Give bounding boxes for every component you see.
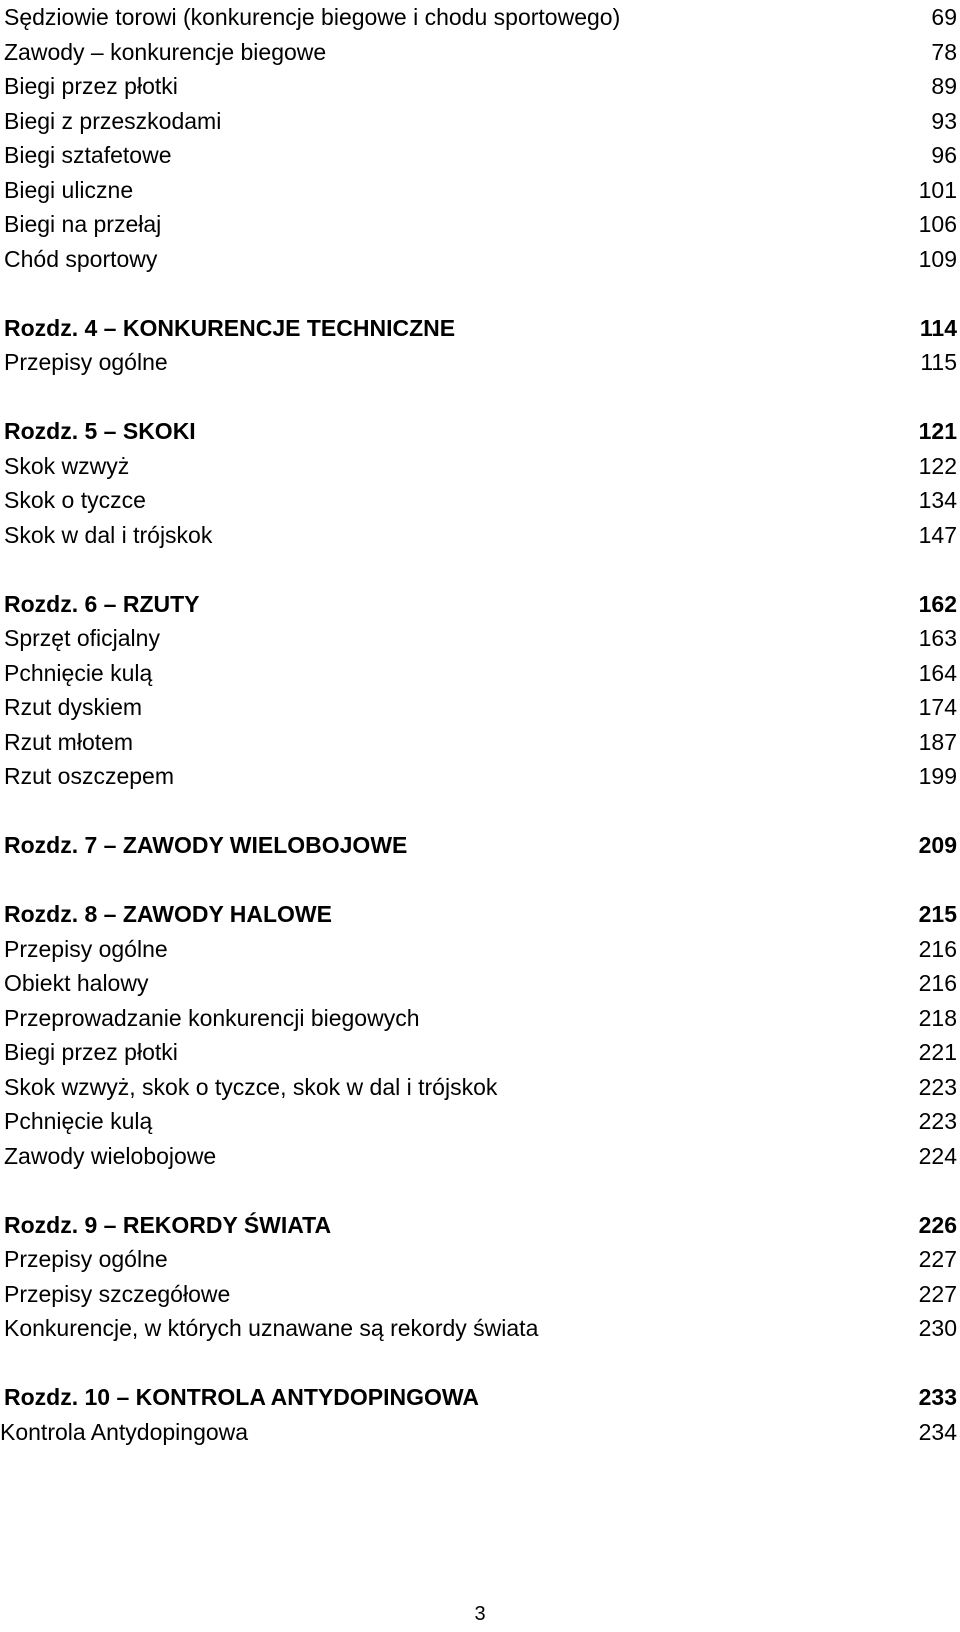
toc-entry-page-number: 174 xyxy=(918,694,957,720)
toc-entry-title: Zawody wielobojowe xyxy=(4,1142,217,1169)
toc-entry xyxy=(4,932,959,967)
toc-entry-title: Rozdz. 5 – SKOKI xyxy=(4,418,196,444)
toc-entry-title: Biegi z przeszkodami xyxy=(4,107,222,134)
toc-entry-title: Rozdz. 4 – KONKURENCJE TECHNICZNE xyxy=(4,314,456,341)
toc-entry-title: Rozdz. 6 – RZUTY xyxy=(4,590,200,617)
toc-entry xyxy=(4,207,959,242)
toc-entry-title: Rzut dyskiem xyxy=(4,694,143,720)
toc-entry xyxy=(4,345,959,380)
toc-chapter-heading xyxy=(4,1208,959,1243)
toc-entry-title: Przeprowadzanie konkurencji biegowych xyxy=(4,1004,420,1031)
toc-entry xyxy=(4,966,959,1001)
toc-entry xyxy=(4,690,959,725)
toc-entry-title: Biegi sztafetowe xyxy=(4,142,172,168)
toc-entry-title: Skok wzwyż, skok o tyczce, skok w dal i trójskok xyxy=(4,1073,498,1100)
toc-entry-page-number: 69 xyxy=(931,4,957,30)
toc-entry xyxy=(0,1415,959,1450)
toc-entry-title: Biegi na przełaj xyxy=(4,211,162,237)
toc-entry-title: Konkurencje, w których uznawane są rekordy świata xyxy=(4,1315,539,1341)
toc-entry-page-number: 101 xyxy=(918,176,957,203)
toc-entry-page-number: 96 xyxy=(931,142,957,168)
toc-entry xyxy=(4,1277,959,1312)
toc-entry-page-number: 163 xyxy=(918,625,957,651)
toc-entry-title: Biegi uliczne xyxy=(4,176,134,203)
toc-entry-title: Skok o tyczce xyxy=(4,487,146,513)
toc-chapter-heading xyxy=(4,1380,959,1415)
toc-entry-page-number: 121 xyxy=(918,418,957,444)
toc-entry-page-number: 234 xyxy=(918,1418,957,1445)
toc-entry-page-number: 226 xyxy=(918,1211,957,1238)
toc-entry xyxy=(4,1104,959,1139)
toc-entry xyxy=(4,35,959,70)
toc-group xyxy=(4,0,959,276)
toc-entry-title: Sprzęt oficjalny xyxy=(4,625,160,651)
toc-entry-page-number: 216 xyxy=(918,970,957,996)
toc-entry-page-number: 223 xyxy=(918,1108,957,1134)
toc-chapter-heading xyxy=(4,897,959,932)
toc-entry-page-number: 93 xyxy=(931,107,957,134)
toc-group xyxy=(4,828,959,863)
toc-entry-page-number: 218 xyxy=(918,1004,957,1031)
toc-entry xyxy=(4,1001,959,1036)
toc-entry-title: Rozdz. 10 – KONTROLA ANTYDOPINGOWA xyxy=(4,1384,479,1410)
toc-group xyxy=(4,587,959,794)
toc-chapter-heading xyxy=(4,414,959,449)
toc-entry xyxy=(4,1139,959,1174)
toc-entry-title: Rozdz. 9 – REKORDY ŚWIATA xyxy=(4,1211,332,1238)
toc-entry-title: Kontrola Antydopingowa xyxy=(0,1418,249,1445)
toc-entry-page-number: 223 xyxy=(918,1073,957,1100)
toc-group xyxy=(0,1380,959,1449)
toc-entry-title: Rzut oszczepem xyxy=(4,763,175,789)
toc-entry xyxy=(4,0,959,35)
toc-group xyxy=(4,311,959,380)
toc-entry xyxy=(4,483,959,518)
toc-entry-title: Biegi przez płotki xyxy=(4,1039,178,1065)
page-number: 3 xyxy=(474,1603,486,1625)
toc-entry-page-number: 187 xyxy=(918,728,957,755)
toc-entry-page-number: 122 xyxy=(918,452,957,479)
toc-entry-page-number: 199 xyxy=(918,763,957,789)
toc-entry-title: Skok w dal i trójskok xyxy=(4,521,213,548)
toc-entry-page-number: 227 xyxy=(918,1246,957,1272)
toc-entry-title: Obiekt halowy xyxy=(4,970,149,996)
toc-entry xyxy=(4,725,959,760)
toc-entry-page-number: 215 xyxy=(918,901,957,927)
toc-entry-page-number: 114 xyxy=(919,314,957,341)
toc-entry-page-number: 109 xyxy=(918,245,957,272)
toc-chapter-heading xyxy=(4,587,959,622)
toc-entry-title: Chód sportowy xyxy=(4,245,158,272)
toc-entry-page-number: 227 xyxy=(918,1280,957,1307)
toc-entry-title: Biegi przez płotki xyxy=(4,73,178,99)
toc-entry-title: Przepisy szczegółowe xyxy=(4,1280,231,1307)
toc-entry xyxy=(4,173,959,208)
toc-entry xyxy=(4,1242,959,1277)
toc-group xyxy=(4,414,959,552)
toc-entry-title: Pchnięcie kulą xyxy=(4,659,153,686)
toc-entry xyxy=(4,138,959,173)
toc-entry-page-number: 115 xyxy=(920,349,957,375)
toc-entry-page-number: 162 xyxy=(918,590,957,617)
toc-entry-page-number: 216 xyxy=(918,935,957,962)
toc-entry xyxy=(4,1070,959,1105)
toc-entry xyxy=(4,518,959,553)
toc-entry-page-number: 78 xyxy=(931,38,957,65)
toc-entry xyxy=(4,449,959,484)
toc-entry-title: Skok wzwyż xyxy=(4,452,130,479)
toc-entry-page-number: 221 xyxy=(918,1039,957,1065)
toc-entry-title: Pchnięcie kulą xyxy=(4,1108,153,1134)
toc-entry xyxy=(4,104,959,139)
toc-entry-page-number: 209 xyxy=(918,832,957,858)
toc-entry xyxy=(4,759,959,794)
toc-chapter-heading xyxy=(4,828,959,863)
toc-entry-title: Przepisy ogólne xyxy=(4,349,168,375)
toc-entry xyxy=(4,1311,959,1346)
toc-entry-title: Rzut młotem xyxy=(4,728,134,755)
toc-entry-title: Przepisy ogólne xyxy=(4,935,168,962)
toc-entry-title: Rozdz. 7 – ZAWODY WIELOBOJOWE xyxy=(4,832,408,858)
toc-chapter-heading xyxy=(4,311,959,346)
toc-group xyxy=(4,897,959,1173)
toc-entry-page-number: 106 xyxy=(918,211,957,237)
toc-group xyxy=(4,1208,959,1346)
toc-entry-page-number: 164 xyxy=(918,659,957,686)
toc-entry-title: Zawody – konkurencje biegowe xyxy=(4,38,327,65)
toc-entry-title: Sędziowie torowi (konkurencje biegowe i chodu sportowego) xyxy=(4,4,621,30)
toc-entry-page-number: 224 xyxy=(918,1142,957,1169)
toc-entry-page-number: 89 xyxy=(931,73,957,99)
toc-entry-title: Rozdz. 8 – ZAWODY HALOWE xyxy=(4,901,332,927)
toc-entry xyxy=(4,656,959,691)
toc-entry xyxy=(4,1035,959,1070)
toc-entry-page-number: 134 xyxy=(918,487,957,513)
toc-entry xyxy=(4,69,959,104)
toc-entry-title: Przepisy ogólne xyxy=(4,1246,168,1272)
toc-entry xyxy=(4,621,959,656)
toc-entry-page-number: 233 xyxy=(918,1384,957,1410)
toc-entry-page-number: 147 xyxy=(918,521,957,548)
toc-entry xyxy=(4,242,959,277)
toc-entry-page-number: 230 xyxy=(918,1315,957,1341)
